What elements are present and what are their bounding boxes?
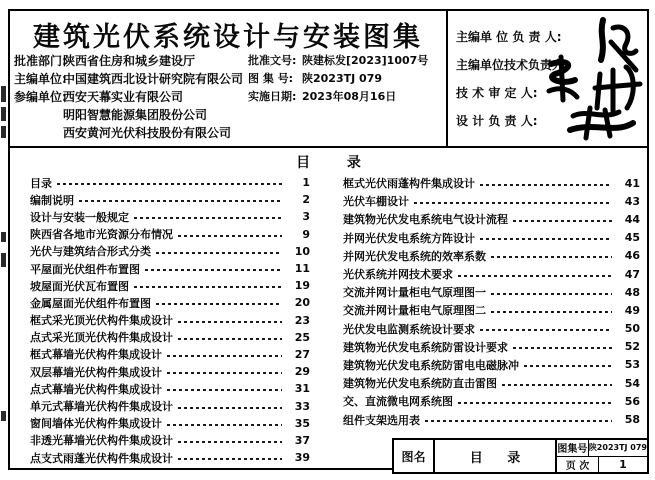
toc-entry-page: 33 [294,399,310,413]
effective-date-label: 实施日期: [248,90,297,103]
page-number-cell-label: 页 次 [557,457,599,473]
toc-entry [30,329,310,346]
toc-entry [30,174,310,191]
toc-entry-title: 并网光伏发电系统的效率系数 [343,249,486,263]
toc-entry [343,301,640,319]
toc-entry-page: 20 [294,296,310,310]
toc-entry [343,392,640,410]
toc-column-left [30,174,310,466]
toc-entry-title: 建筑物光伏发电系统防雷设计要求 [343,340,508,354]
dotted-leader [79,200,282,202]
binding-mark [1,411,6,421]
co-editor-value-2: 明阳智慧能源集团股份公司 [63,108,208,122]
dotted-leader [491,293,612,295]
toc-entry [30,294,310,311]
binding-mark [1,126,6,138]
toc-entry-title: 框式幕墙光伏构件集成设计 [30,348,162,362]
toc-entry [343,410,640,428]
dotted-leader [513,220,612,222]
handwritten-signatures [543,12,645,142]
toc-entry-page: 23 [294,313,310,327]
toc-entry-page: 9 [302,227,310,241]
co-editor-value-3: 西安黄河光伏科技股份有限公司 [63,126,232,140]
toc-entry [30,243,310,260]
toc-entry-title: 交流并网计量柜电气原理图一 [343,286,486,300]
toc-entry-page: 10 [294,244,310,258]
toc-entry [343,229,640,247]
effective-date-value: 2023年08月16日 [302,90,397,103]
toc-entry-title: 金属屋面光伏组件布置图 [30,296,151,310]
co-editor-value: 西安天幕实业有限公司 [63,90,184,104]
dotted-leader [480,329,612,331]
toc-entry [30,380,310,397]
toc-column-right [343,174,640,429]
toc-entry-title: 建筑物光伏发电系统电气设计流程 [343,213,508,227]
dotted-leader [524,365,612,367]
toc-entry [343,374,640,392]
toc-entry-page: 50 [624,322,640,336]
dotted-leader [167,424,282,426]
dotted-leader [57,183,282,185]
toc-entry-title: 坡屋面光伏瓦布置图 [30,279,129,293]
toc-entry-title: 点式幕墙光伏构件集成设计 [30,382,162,396]
toc-entry [30,191,310,208]
toc-entry [30,346,310,363]
dotted-leader [425,420,612,422]
toc-heading: 目 录 [296,155,377,171]
dotted-leader [167,372,282,374]
toc-entry-page: 53 [624,358,640,372]
toc-entry [343,247,640,265]
toc-entry-page: 48 [624,285,640,299]
toc-entry-title: 光伏系统并网技术要求 [343,268,453,282]
binding-mark [1,86,6,102]
dotted-leader [156,252,282,254]
toc-entry [343,192,640,210]
dotted-leader [156,303,282,305]
dotted-leader [414,202,612,204]
toc-entry [343,265,640,283]
binding-mark [1,253,6,267]
toc-entry-page: 11 [294,262,310,276]
toc-entry [343,174,640,192]
approval-dept-label: 批准部门: [14,54,67,68]
tech-responsible-label: 主编单位技术负责人: [456,58,569,72]
toc-entry-title: 双层幕墙光伏构件集成设计 [30,365,162,379]
toc-entry-page: 44 [624,212,640,226]
toc-entry-page: 43 [624,194,640,208]
toc-entry-title: 光伏与建筑结合形式分类 [30,245,151,259]
dotted-leader [458,275,612,277]
toc-entry-page: 19 [294,279,310,293]
page-number-cell [557,457,647,473]
title-block-right [557,440,647,472]
header-divider [8,146,649,148]
toc-entry-title: 框式采光顶光伏构件集成设计 [30,314,173,328]
toc-entry-page: 27 [294,347,310,361]
toc-entry-page: 31 [294,382,310,396]
toc-entry [30,277,310,294]
toc-entry-title: 框式光伏雨蓬构件集成设计 [343,177,475,191]
approval-number-value: 陕建标发[2023]1007号 [302,54,429,67]
toc-entry [343,283,640,301]
toc-entry-title: 建筑物光伏发电系统防雷电电磁脉冲 [343,358,519,372]
toc-entry [343,210,640,228]
dotted-leader [167,355,282,357]
dotted-leader [134,217,282,219]
chief-editor-value: 中国建筑西北设计研究院有限公司 [63,72,244,86]
toc-entry-page: 25 [294,330,310,344]
dotted-leader [178,235,282,237]
toc-entry-page: 47 [624,267,640,281]
atlas-number-value: 陕2023TJ 079 [302,72,383,85]
toc-entry-title: 点支式雨蓬光伏构件集成设计 [30,451,173,465]
dotted-leader [502,384,612,386]
dotted-leader [178,458,282,460]
toc-entry [30,260,310,277]
page-number-cell-value: 1 [619,457,627,471]
toc-entry-title: 组件支架选用表 [343,413,420,427]
atlas-title: 建筑光伏系统设计与安装图集 [33,22,423,53]
dotted-leader [480,238,612,240]
atlas-number-cell-value: 陕2023TJ 079 [588,443,647,453]
binding-mark [1,232,6,242]
approval-dept-value: 陕西省住房和城乡建设厅 [63,54,196,68]
toc-entry-title: 目录 [30,176,52,190]
toc-entry-title: 陕西省各地市光资源分布情况 [30,228,173,242]
toc-entry-title: 设计与安装一般规定 [30,210,129,224]
toc-entry [343,320,640,338]
toc-entry-page: 56 [624,394,640,408]
toc-entry [30,312,310,329]
toc-entry-page: 45 [624,231,640,245]
toc-entry-title: 光伏车棚设计 [343,195,409,209]
toc-entry-page: 2 [302,193,310,207]
signature-divider [446,9,448,148]
toc-entry-title: 编制说明 [30,193,74,207]
design-lead-label: 设 计 负 责 人: [456,114,538,128]
toc-entry [30,449,310,466]
toc-entry [343,356,640,374]
dotted-leader [513,347,612,349]
toc-entry [343,338,640,356]
dotted-leader [145,269,282,271]
sheet-name-value: 目 录 [435,440,557,472]
dotted-leader [178,441,282,443]
toc-entry-page: 1 [302,176,310,190]
dotted-leader [167,389,282,391]
co-editor-label: 参编单位: [14,90,67,104]
toc-entry-title: 平屋面光伏组件布置图 [30,262,140,276]
dotted-leader [491,311,612,313]
dotted-leader [491,256,612,258]
toc-entry-page: 49 [624,303,640,317]
binding-mark [1,107,6,121]
dotted-leader [178,338,282,340]
toc-entry-title: 并网光伏发电系统方阵设计 [343,231,475,245]
toc-entry-page: 46 [624,249,640,263]
toc-entry-page: 41 [624,176,640,190]
toc-entry-page: 52 [624,340,640,354]
toc-entry-page: 54 [624,376,640,390]
toc-entry-page: 29 [294,365,310,379]
atlas-number-cell [557,440,647,457]
toc-entry-title: 交、直流微电网系统图 [343,395,453,409]
dotted-leader [134,286,282,288]
title-block [392,438,649,474]
toc-entry-title: 单元式幕墙光伏构件集成设计 [30,400,173,414]
toc-entry [30,432,310,449]
toc-entry [30,397,310,414]
atlas-number-label: 图 集 号: [248,72,294,85]
toc-entry [30,415,310,432]
toc-entry-title: 光伏发电监测系统设计要求 [343,322,475,336]
toc-entry [30,208,310,225]
sheet-name-label: 图名 [394,440,435,472]
dotted-leader [480,184,612,186]
atlas-number-cell-label: 图集号 [557,440,589,456]
toc-entry [30,363,310,380]
toc-entry-title: 非透光幕墙光伏构件集成设计 [30,434,173,448]
toc-entry-page: 35 [294,416,310,430]
tech-approver-label: 技 术 审 定 人: [456,86,538,100]
toc-entry-title: 点式采光顶光伏构件集成设计 [30,331,173,345]
chief-editor-label: 主编单位: [14,72,67,86]
dotted-leader [458,402,612,404]
toc-entry-title: 交流并网计量柜电气原理图二 [343,304,486,318]
dotted-leader [178,321,282,323]
approval-number-label: 批准文号: [248,54,297,67]
toc-entry-page: 37 [294,433,310,447]
dotted-leader [178,407,282,409]
toc-entry-title: 建筑物光伏发电系统防直击雷图 [343,377,497,391]
toc-entry-page: 58 [624,413,640,427]
toc-entry [30,226,310,243]
toc-entry-page: 3 [302,210,310,224]
toc-entry-title: 窗间墙体光伏构件集成设计 [30,417,162,431]
toc-entry-page: 39 [294,451,310,465]
chief-responsible-label: 主编单 位 负 责 人: [456,30,562,44]
